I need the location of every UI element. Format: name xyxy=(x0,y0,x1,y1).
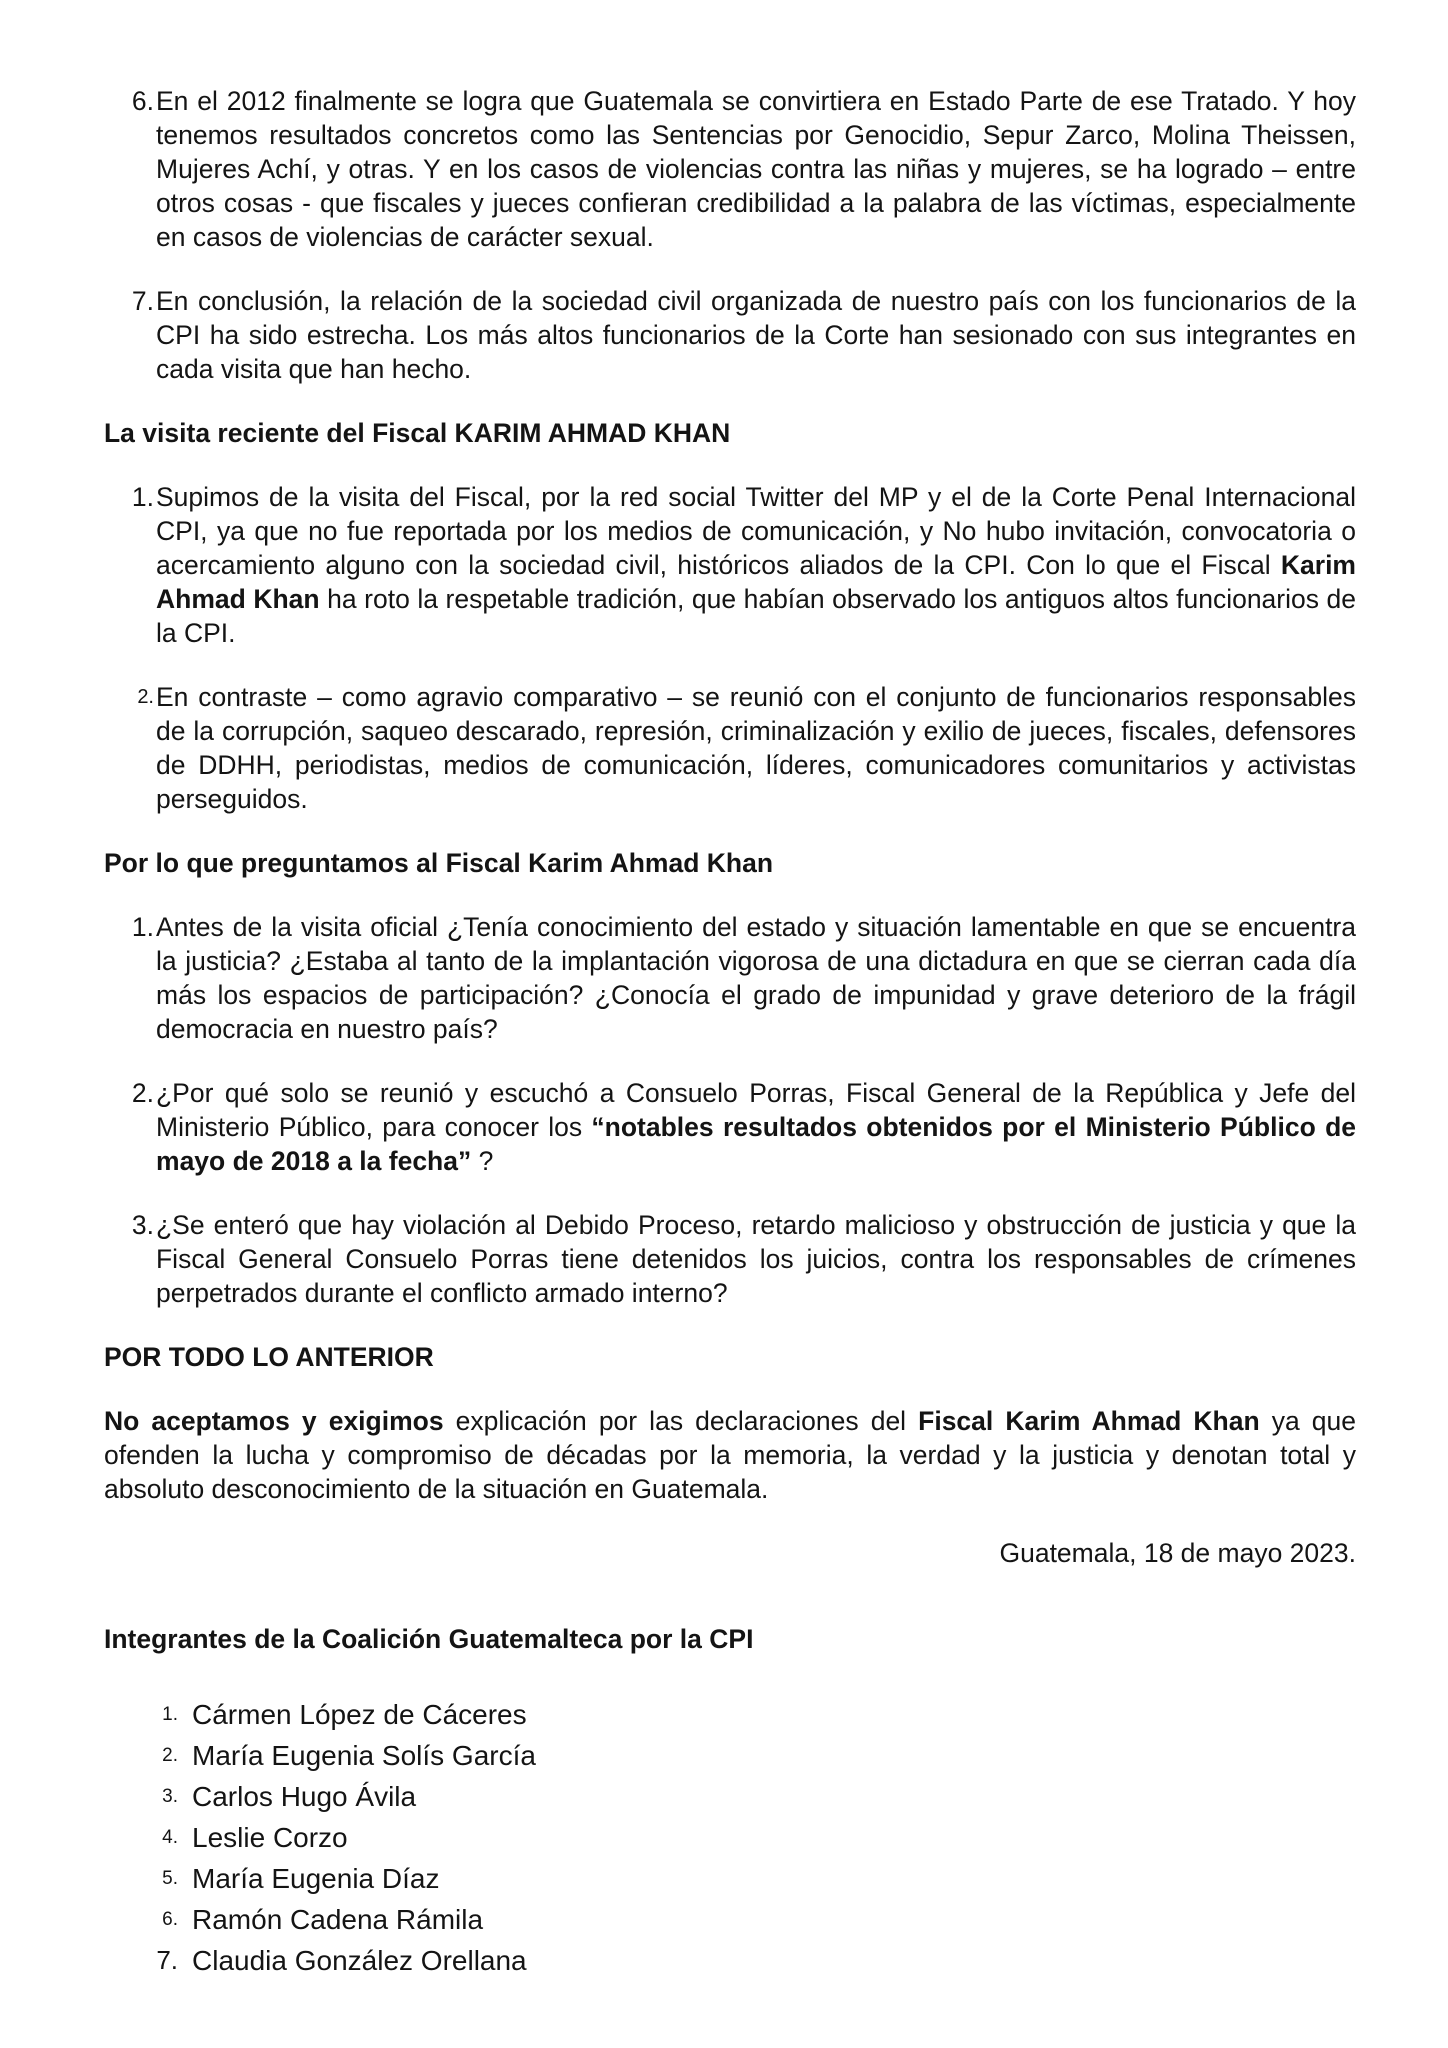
member-number: 4. xyxy=(162,1827,178,1848)
item-text: Antes de la visita oficial ¿Tenía conocimiento del estado y situación lamentable en que se encuentra la justicia? ¿Estaba al tanto de la implantación vigorosa de una dictadura en que se cierran cada día más los espacios de participación? ¿Conocía el grado de impunidad y grave deterioro de la frágil democracia en nuestro país? xyxy=(156,912,1356,1044)
item-text: ¿Se enteró que hay violación al Debido Proceso, retardo malicioso y obstrucción de justicia y que la Fiscal General Consuelo Porras tiene detenidos los juicios, contra los responsables de crímenes perpetrados durante el conflicto armado interno? xyxy=(156,1210,1356,1308)
members-list xyxy=(104,1694,1356,1981)
list-item xyxy=(104,284,1356,386)
member-item xyxy=(104,1776,1356,1817)
member-name: María Eugenia Díaz xyxy=(192,1863,440,1894)
member-name: María Eugenia Solís García xyxy=(192,1740,536,1771)
item-text: En contraste – como agravio comparativo – se reunió con el conjunto de funcionarios responsables de la corrupción, saqueo descarado, represión, criminalización y exilio de jueces, fiscales, defensores de DDHH, periodistas, medios de comunicación, líderes, comunicadores comunitarios y activistas perseguidos. xyxy=(156,682,1356,814)
text-segment: explicación por las declaraciones del xyxy=(443,1406,919,1436)
member-name: Cármen López de Cáceres xyxy=(192,1699,527,1730)
member-number: 5. xyxy=(162,1868,178,1889)
list-item xyxy=(104,910,1356,1046)
member-item xyxy=(104,1858,1356,1899)
item-number: 7. xyxy=(131,286,154,316)
document-date: Guatemala, 18 de mayo 2023. xyxy=(999,1538,1356,1568)
item-number: 2. xyxy=(137,686,154,708)
member-item xyxy=(104,1940,1356,1981)
item-number: 1. xyxy=(131,482,154,512)
item-number: 6. xyxy=(131,86,154,116)
item-text: En el 2012 finalmente se logra que Guatemala se convirtiera en Estado Parte de ese Tratado. Y hoy tenemos resultados concretos como las Sentencias por Genocidio, Sepur Zarco, Molina Theissen, Mujeres Achí, y otras. Y en los casos de violencias contra las niñas y mujeres, se ha logrado – entre otros cosas - que fiscales y jueces confieran credibilidad a la palabra de las víctimas, especialmente en casos de violencias de carácter sexual. xyxy=(156,86,1356,252)
text-segment: ? xyxy=(471,1146,494,1176)
member-number: 3. xyxy=(162,1786,178,1807)
list-questions xyxy=(104,910,1356,1310)
item-number: 3. xyxy=(131,1210,154,1240)
list-visit xyxy=(104,480,1356,816)
member-number: 6. xyxy=(162,1909,178,1930)
member-item xyxy=(104,1735,1356,1776)
item-number: 1. xyxy=(131,912,154,942)
text-segment: ya que ofenden la lucha y compromiso de décadas por la memoria, la verdad y la justicia y denotan total y absoluto desconocimiento de la situación en Guatemala. xyxy=(104,1406,1356,1504)
list-item xyxy=(104,1076,1356,1178)
list-top xyxy=(104,84,1356,386)
bold-segment: Karim Ahmad Khan xyxy=(156,550,1356,614)
heading-members: Integrantes de la Coalición Guatemalteca por la CPI xyxy=(104,1624,754,1654)
list-item xyxy=(104,1208,1356,1310)
bold-segment: “notables resultados obtenidos por el Ministerio Público de mayo de 2018 a la fecha” xyxy=(156,1112,1356,1176)
text-segment: ¿Por qué solo se reunió y escuchó a Consuelo Porras, Fiscal General de la República y Jefe del Ministerio Público, para conocer los xyxy=(156,1078,1356,1142)
member-name: Leslie Corzo xyxy=(192,1822,348,1853)
list-item xyxy=(104,480,1356,650)
conclusion-paragraph xyxy=(104,1404,1356,1506)
item-text xyxy=(156,480,1356,650)
list-item xyxy=(104,84,1356,254)
member-number: 2. xyxy=(162,1745,178,1766)
member-item xyxy=(104,1899,1356,1940)
member-item xyxy=(104,1817,1356,1858)
member-item xyxy=(104,1694,1356,1735)
heading-questions: Por lo que preguntamos al Fiscal Karim Ahmad Khan xyxy=(104,848,774,878)
heading-visit: La visita reciente del Fiscal KARIM AHMAD KHAN xyxy=(104,418,731,448)
member-name: Ramón Cadena Rámila xyxy=(192,1904,484,1935)
item-text: En conclusión, la relación de la sociedad civil organizada de nuestro país con los funcionarios de la CPI ha sido estrecha. Los más altos funcionarios de la Corte han sesionado con sus integrantes en cada visita que han hecho. xyxy=(156,286,1356,384)
member-name: Carlos Hugo Ávila xyxy=(192,1781,417,1812)
list-item xyxy=(104,680,1356,816)
bold-segment: Fiscal Karim Ahmad Khan xyxy=(918,1406,1260,1436)
member-number: 7. xyxy=(156,1945,178,1975)
bold-segment: No aceptamos y exigimos xyxy=(104,1406,444,1436)
member-number: 1. xyxy=(162,1704,178,1725)
heading-conclusion: POR TODO LO ANTERIOR xyxy=(104,1342,434,1372)
member-name: Claudia González Orellana xyxy=(192,1945,527,1976)
text-segment: Supimos de la visita del Fiscal, por la red social Twitter del MP y el de la Corte Penal Internacional CPI, ya que no fue reportada por los medios de comunicación, y No hubo invitación, convocatoria o acercamiento alguno con la sociedad civil, históricos aliados de la CPI. Con lo que el Fiscal xyxy=(156,482,1356,580)
item-text xyxy=(156,1076,1356,1178)
text-segment: ha roto la respetable tradición, que habían observado los antiguos altos funcionarios de la CPI. xyxy=(156,584,1357,648)
item-number: 2. xyxy=(131,1078,154,1108)
